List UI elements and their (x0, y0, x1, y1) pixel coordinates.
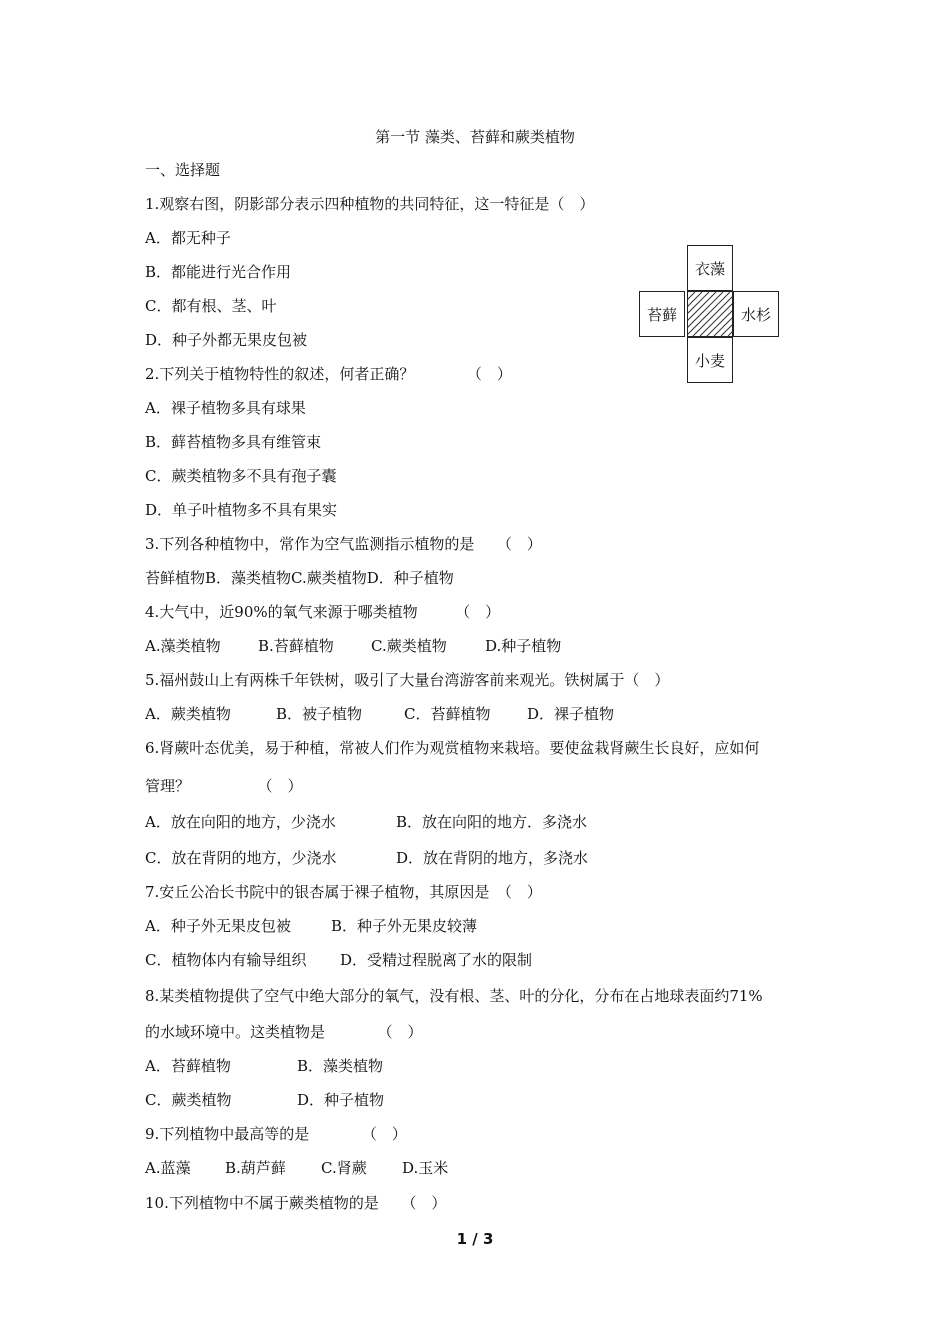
q6-option-c: C．放在背阴的地方，少浇水 (145, 849, 337, 867)
section-heading: 一、选择题 (145, 161, 221, 179)
q4-option-d: D.种子植物 (485, 637, 562, 655)
q4-options (145, 636, 805, 656)
question-8-line-2: 的水域环境中。这类植物是 （ ） (145, 1023, 423, 1041)
q1-option-c: C．都有根、茎、叶 (145, 297, 277, 315)
q7-options-row-2 (145, 950, 805, 970)
q6-option-b: B．放在向阳的地方．多浇水 (396, 813, 588, 831)
figure-cell-left: 苔藓 (639, 291, 685, 337)
page-title: 第一节 藻类、苔藓和蕨类植物 (375, 128, 575, 146)
q4-option-c: C.蕨类植物 (371, 637, 447, 655)
q8-option-c: C．蕨类植物 (145, 1091, 232, 1109)
q7-option-b: B．种子外无果皮较薄 (331, 917, 478, 935)
q8-options-row-2 (145, 1090, 805, 1110)
q5-options (145, 704, 805, 724)
q9-options (145, 1158, 805, 1178)
q7-option-d: D．受精过程脱离了水的限制 (340, 951, 533, 969)
q5-option-a: A．蕨类植物 (145, 705, 231, 723)
q2-option-d: D．单子叶植物多不具有果实 (145, 501, 338, 519)
q9-option-a: A.蓝藻 (145, 1159, 191, 1177)
q1-option-b: B．都能进行光合作用 (145, 263, 292, 281)
q6-option-d: D．放在背阴的地方，多浇水 (396, 849, 589, 867)
q8-option-d: D．种子植物 (297, 1091, 385, 1109)
question-6-line-1: 6.肾蕨叶态优美，易于种植，常被人们作为观赏植物来栽培。要使盆栽肾蕨生长良好，应如何 (145, 739, 760, 757)
q3-options: 苔鲜植物B．藻类植物C.蕨类植物D．种子植物 (145, 569, 454, 587)
q1-option-a: A．都无种子 (145, 229, 231, 247)
q4-option-b: B.苔藓植物 (258, 637, 334, 655)
q2-option-c: C．蕨类植物多不具有孢子囊 (145, 467, 337, 485)
figure-cell-right: 水杉 (733, 291, 779, 337)
q7-option-c: C．植物体内有输导组织 (145, 951, 307, 969)
q6-options-row-1 (145, 812, 805, 832)
q7-options-row-1 (145, 916, 805, 936)
question-1: 1.观察右图，阴影部分表示四种植物的共同特征，这一特征是（ ） (145, 195, 595, 213)
question-10: 10.下列植物中不属于蕨类植物的是 （ ） (145, 1194, 447, 1212)
q5-option-b: B．被子植物 (276, 705, 363, 723)
q9-option-b: B.葫芦藓 (225, 1159, 286, 1177)
figure-cell-bottom: 小麦 (687, 337, 733, 383)
q9-option-d: D.玉米 (402, 1159, 449, 1177)
figure-shaded-center (687, 291, 733, 337)
q4-option-a: A.藻类植物 (145, 637, 221, 655)
q6-option-a: A．放在向阳的地方，少浇水 (145, 813, 336, 831)
q2-option-b: B．藓苔植物多具有维管束 (145, 433, 322, 451)
q1-option-d: D．种子外都无果皮包被 (145, 331, 308, 349)
q5-option-c: C．苔藓植物 (404, 705, 491, 723)
q9-option-c: C.肾蕨 (321, 1159, 367, 1177)
question-7: 7.安丘公冶长书院中的银杏属于裸子植物，其原因是 （ ） (145, 883, 542, 901)
q6-options-row-2 (145, 848, 805, 868)
figure-cell-top: 衣藻 (687, 245, 733, 291)
question-5: 5.福州鼓山上有两株千年铁树，吸引了大量台湾游客前来观光。铁树属于（ ） (145, 671, 670, 689)
question-3: 3.下列各种植物中，常作为空气监测指示植物的是 （ ） (145, 535, 542, 553)
hatch-pattern-icon (688, 292, 732, 336)
plant-venn-figure (639, 245, 781, 383)
q2-option-a: A．裸子植物多具有球果 (145, 399, 306, 417)
question-6-line-2: 管理？ （ ） (145, 777, 303, 795)
q5-option-d: D．裸子植物 (527, 705, 615, 723)
question-4: 4.大气中，近90%的氧气来源于哪类植物 （ ） (145, 603, 501, 621)
question-2: 2.下列关于植物特性的叙述，何者正确？ （ ） (145, 365, 512, 383)
q8-option-b: B．藻类植物 (297, 1057, 384, 1075)
question-9: 9.下列植物中最高等的是 （ ） (145, 1125, 407, 1143)
q8-option-a: A．苔藓植物 (145, 1057, 231, 1075)
question-8-line-1: 8.某类植物提供了空气中绝大部分的氧气，没有根、茎、叶的分化，分布在占地球表面约71% (145, 987, 763, 1005)
page-number: 1 / 3 (456, 1230, 494, 1248)
q8-options-row-1 (145, 1056, 805, 1076)
q7-option-a: A．种子外无果皮包被 (145, 917, 291, 935)
